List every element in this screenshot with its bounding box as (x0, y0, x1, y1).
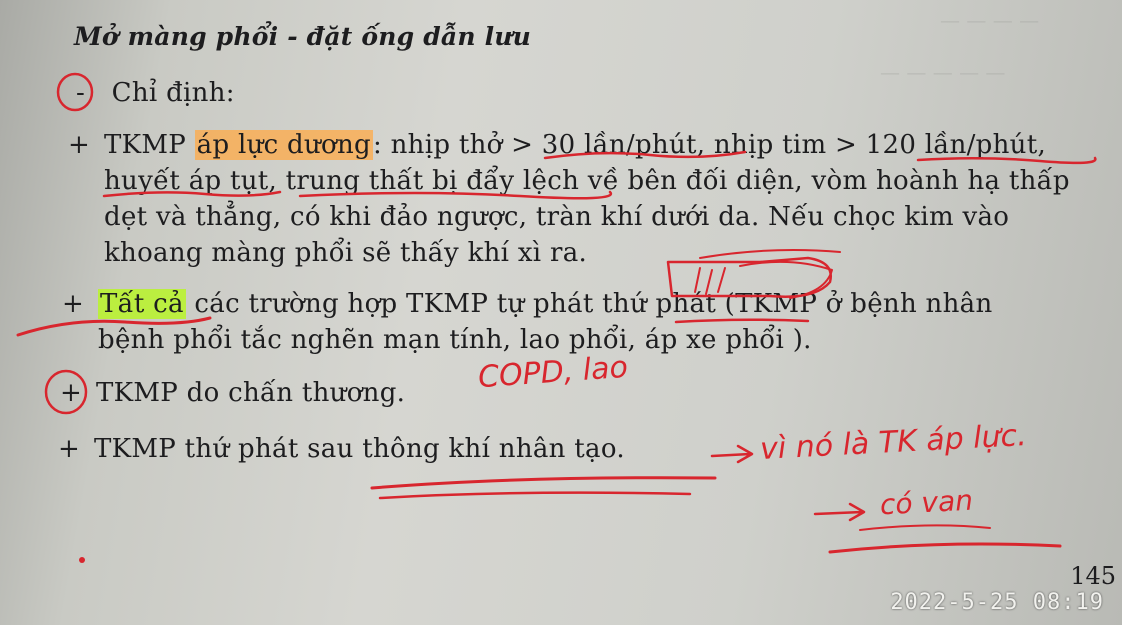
handwritten-note: COPD, lao (476, 349, 629, 396)
underline-mark (700, 250, 840, 258)
underline-mark (380, 493, 690, 498)
item-1-line-4: khoang màng phổi sẽ thấy khí xì ra. (104, 238, 588, 268)
item-1-line-2: huyết áp tụt, trung thất bị đẩy lệch về bên đối diện, vòm hoành hạ thấp (104, 166, 1070, 196)
highlight-green: Tất cả (100, 289, 184, 319)
page-number: 145 (1070, 562, 1116, 590)
indication-label: Chỉ định: (111, 78, 235, 108)
highlight-orange: áp lực dương (196, 130, 371, 160)
item-1-line-1 (104, 130, 1046, 160)
section-heading: Mở màng phổi - đặt ống dẫn lưu (74, 22, 532, 51)
handwritten-note: vì nó là TK áp lực. (759, 418, 1028, 467)
indication-marker: - (76, 78, 86, 108)
photo-timestamp: 2022-5-25 08:19 (890, 590, 1104, 615)
handwritten-note: có van (879, 483, 974, 522)
item-2-line-2: bệnh phổi tắc nghẽn mạn tính, lao phổi, áp xe phổi ). (98, 325, 812, 355)
bullet-marker: + (62, 289, 84, 319)
underline-mark (830, 544, 1060, 552)
arrow-mark (815, 504, 864, 520)
bleed-through-text: — — — — (940, 8, 1040, 32)
bullet-marker: + (60, 378, 82, 408)
item-3-line-1: TKMP do chấn thương. (96, 378, 406, 408)
indication-line (68, 78, 235, 108)
item-1-line-1-post: : nhịp thở > 30 lần/phút, nhịp tim > 120 lần/phút, (372, 130, 1047, 160)
item-2-line-1-post: các trường hợp TKMP tự phát thứ phát (TKMP ở bệnh nhân (185, 289, 993, 319)
underline-mark (372, 478, 715, 488)
item-1-line-3: dẹt và thẳng, có khi đảo ngược, tràn khí dưới da. Nếu chọc kim vào (104, 202, 1010, 232)
item-2-line-1 (98, 289, 993, 319)
ink-dot (79, 557, 85, 563)
bullet-marker: + (68, 130, 90, 160)
item-1-line-1-pre: TKMP (104, 130, 195, 160)
item-4-line-1: TKMP thứ phát sau thông khí nhân tạo. (94, 434, 625, 464)
arrow-mark (712, 446, 752, 462)
underline-mark (860, 525, 990, 530)
bleed-through-text: — — — — — (880, 60, 1006, 84)
bullet-marker: + (58, 434, 80, 464)
underline-mark (676, 320, 808, 322)
